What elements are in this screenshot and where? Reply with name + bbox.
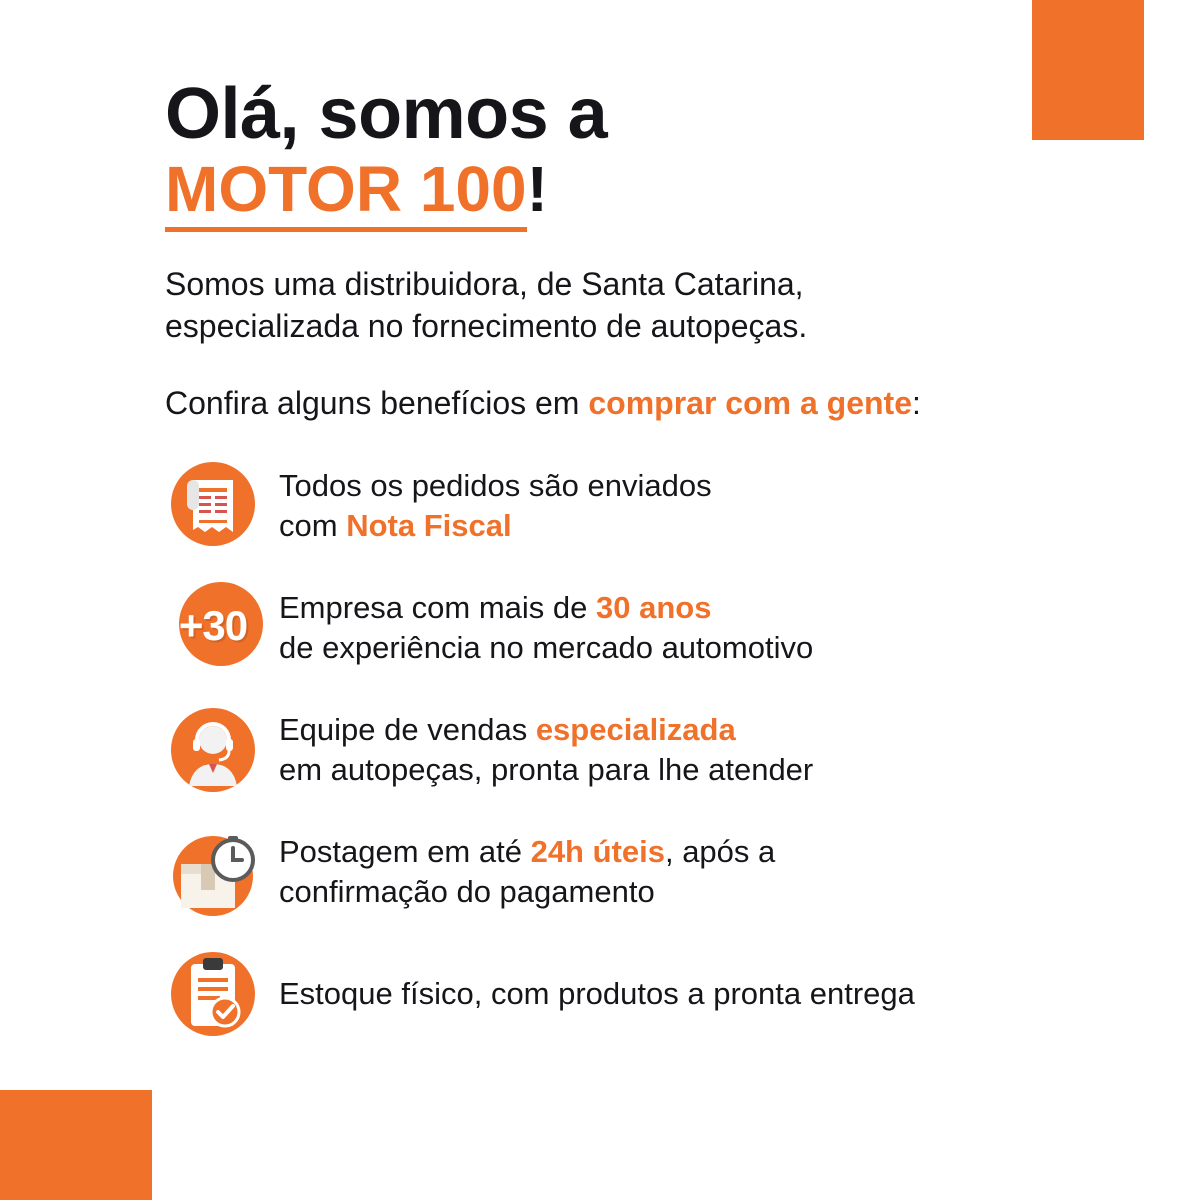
benefit-4-highlight: 24h úteis xyxy=(530,833,665,869)
intro-paragraph xyxy=(165,263,1025,347)
benefit-2-line-2: de experiência no mercado automotivo xyxy=(279,630,814,666)
headline-line-1: Olá, somos a xyxy=(165,74,608,154)
benefit-text xyxy=(279,588,813,669)
benefits-lead-prefix: Confira alguns benefícios em xyxy=(165,385,589,422)
headline-exclamation: ! xyxy=(526,153,548,226)
brand-name: MOTOR 100 xyxy=(165,153,527,232)
benefits-list xyxy=(165,458,1120,1042)
benefit-5-line-1: Estoque físico, com produtos a pronta entrega xyxy=(279,976,915,1012)
benefit-4-line-2: confirmação do pagamento xyxy=(279,874,655,910)
benefit-1-line-2-prefix: com xyxy=(279,508,347,544)
list-item xyxy=(165,702,1120,798)
headset-agent-icon xyxy=(165,702,261,798)
badge-30-label: +30 xyxy=(178,602,248,650)
intro-line-2: especializada no fornecimento de autopeças. xyxy=(165,307,808,344)
benefits-lead-highlight: comprar com a gente xyxy=(588,385,912,422)
benefit-3-highlight: especializada xyxy=(535,711,736,747)
plus-30-badge-icon xyxy=(165,580,261,676)
benefits-lead-suffix: : xyxy=(912,385,921,422)
benefit-text xyxy=(279,466,712,547)
benefit-text xyxy=(279,832,775,913)
benefit-1-line-1: Todos os pedidos são enviados xyxy=(279,467,712,503)
benefit-2-line-1-prefix: Empresa com mais de xyxy=(279,589,596,625)
benefit-text xyxy=(279,710,813,791)
receipt-icon xyxy=(165,458,261,554)
benefit-text xyxy=(279,974,915,1014)
list-item xyxy=(165,946,1120,1042)
box-stopwatch-icon xyxy=(165,824,261,920)
page-title xyxy=(165,74,1120,226)
list-item xyxy=(165,458,1120,554)
benefit-3-line-1-prefix: Equipe de vendas xyxy=(279,711,536,747)
benefit-4-line-1-prefix: Postagem em até xyxy=(279,833,531,869)
benefits-lead xyxy=(165,385,1120,422)
benefit-4-line-1-suffix: , após a xyxy=(664,833,776,869)
intro-line-1: Somos uma distribuidora, de Santa Catarina, xyxy=(165,265,804,302)
headline-line-2 xyxy=(165,153,1120,226)
benefit-2-highlight: 30 anos xyxy=(596,589,712,625)
list-item xyxy=(165,580,1120,676)
clipboard-check-icon xyxy=(165,946,261,1042)
benefit-3-line-2: em autopeças, pronta para lhe atender xyxy=(279,752,814,788)
benefit-1-highlight: Nota Fiscal xyxy=(346,508,512,544)
list-item xyxy=(165,824,1120,920)
